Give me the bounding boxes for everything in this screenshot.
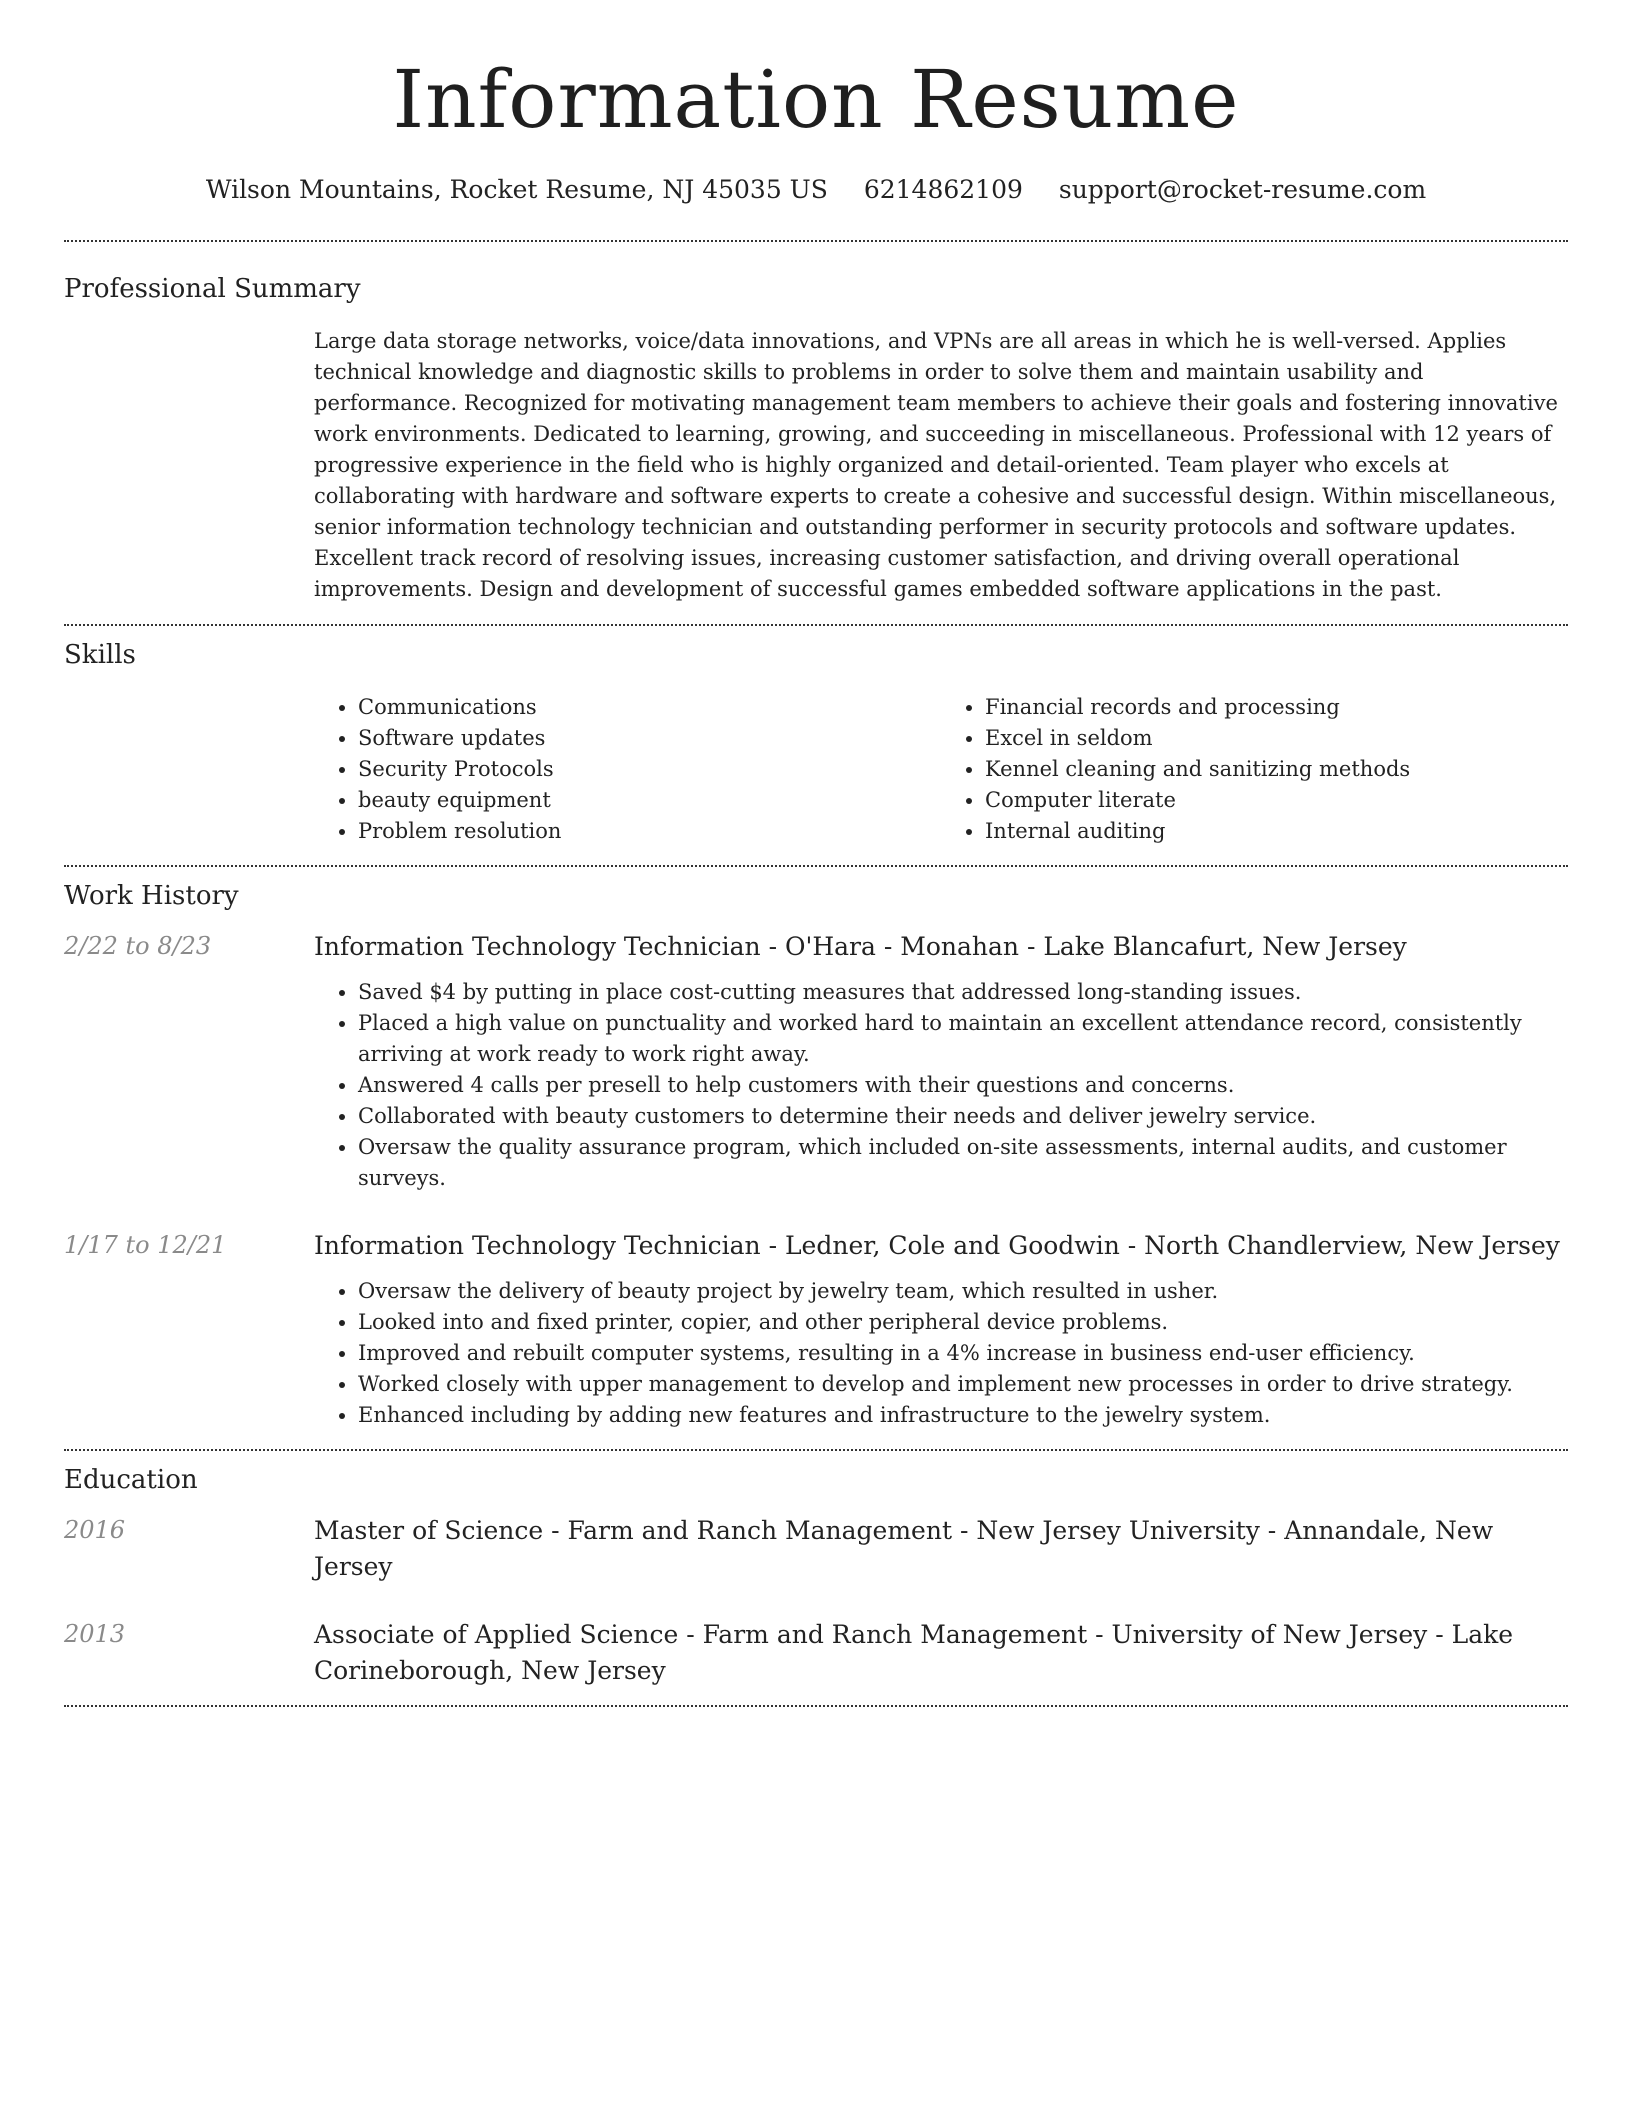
contact-phone: 6214862109 xyxy=(863,175,1023,204)
skill-item: • Communications xyxy=(358,692,941,723)
summary-text: Large data storage networks, voice/data innovations, and VPNs are all areas in which he is well-versed. Applies technical knowledge and diagnostic skills to problems in order to solve them and maintain usability and performance. Recognized for motivating management team members to achieve their goals and fostering innovative work environments. Dedicated to learning, growing, and succeeding in miscellaneous. Professional with 12 years of progressive experience in the field who is highly organized and detail-oriented. Team player who excels at collaborating with hardware and software experts to create a cohesive and successful design. Within miscellaneous, senior information technology technician and outstanding performer in security protocols and software updates. Excellent track record of resolving issues, increasing customer satisfaction, and driving overall operational improvements. Design and development of successful games embedded software applications in the past. xyxy=(314,329,1558,601)
job-bullet: • Looked into and fixed printer, copier, and other peripheral device problems. xyxy=(358,1307,1568,1338)
skill-item: • Software updates xyxy=(358,723,941,754)
education-year: 2013 xyxy=(64,1620,126,1648)
skill-item: • Security Protocols xyxy=(358,754,941,785)
job-bullet: • Answered 4 calls per presell to help customers with their questions and concerns. xyxy=(358,1070,1568,1101)
contact-line xyxy=(64,174,1568,206)
skill-item: • Internal auditing xyxy=(985,816,1568,847)
summary-section xyxy=(64,242,1568,605)
skills-list-left xyxy=(314,692,941,847)
resume-name: Information Resume xyxy=(392,53,1240,146)
skills-title: Skills xyxy=(64,640,136,670)
contact-address: Wilson Mountains, Rocket Resume, NJ 45035 US xyxy=(205,175,828,204)
divider xyxy=(64,1705,1568,1707)
job-bullet: • Placed a high value on punctuality and worked hard to maintain an excellent attendance record, consistently arriving at work ready to work right away. xyxy=(358,1008,1568,1070)
work-section xyxy=(64,867,1568,1431)
job-heading: Information Technology Technician - O'Hara - Monahan - Lake Blancafurt, New Jersey xyxy=(314,932,1407,961)
job-dates: 1/17 to 12/21 xyxy=(64,1231,227,1259)
education-year: 2016 xyxy=(64,1516,126,1544)
skill-item: • Problem resolution xyxy=(358,816,941,847)
education-title: Education xyxy=(64,1465,198,1495)
job-entry xyxy=(64,1228,1568,1431)
work-title: Work History xyxy=(64,881,239,911)
job-bullet: • Saved $4 by putting in place cost-cutting measures that addressed long-standing issues. xyxy=(358,977,1568,1008)
skills-section xyxy=(64,626,1568,847)
skill-item: • Excel in seldom xyxy=(985,723,1568,754)
job-heading: Information Technology Technician - Ledner, Cole and Goodwin - North Chandlerview, New Jersey xyxy=(314,1231,1560,1260)
skills-spacer xyxy=(64,692,314,847)
skill-item: • Financial records and processing xyxy=(985,692,1568,723)
job-bullet: • Collaborated with beauty customers to determine their needs and deliver jewelry service. xyxy=(358,1101,1568,1132)
job-bullet: • Worked closely with upper management to develop and implement new processes in order to drive strategy. xyxy=(358,1369,1568,1400)
skill-item: • Computer literate xyxy=(985,785,1568,816)
job-bullet: • Oversaw the delivery of beauty project by jewelry team, which resulted in usher. xyxy=(358,1276,1568,1307)
job-bullets xyxy=(314,977,1568,1194)
education-heading: Master of Science - Farm and Ranch Management - New Jersey University - Annandale, New Jersey xyxy=(314,1516,1494,1581)
contact-email: support@rocket-resume.com xyxy=(1058,175,1427,204)
job-entry xyxy=(64,929,1568,1194)
job-bullet: • Enhanced including by adding new features and infrastructure to the jewelry system. xyxy=(358,1400,1568,1431)
summary-spacer xyxy=(64,326,314,605)
job-bullet: • Improved and rebuilt computer systems, resulting in a 4% increase in business end-user efficiency. xyxy=(358,1338,1568,1369)
skills-list-right xyxy=(941,692,1568,847)
skill-item: • Kennel cleaning and sanitizing methods xyxy=(985,754,1568,785)
education-entry xyxy=(64,1513,1568,1585)
education-heading: Associate of Applied Science - Farm and Ranch Management - University of New Jersey - Lake Corineborough, New Jersey xyxy=(314,1620,1514,1685)
education-section xyxy=(64,1451,1568,1689)
job-bullet: • Oversaw the quality assurance program, which included on-site assessments, internal audits, and customer surveys. xyxy=(358,1132,1568,1194)
job-dates: 2/22 to 8/23 xyxy=(64,932,212,960)
summary-title: Professional Summary xyxy=(64,274,361,304)
skill-item: • beauty equipment xyxy=(358,785,941,816)
job-bullets xyxy=(314,1276,1568,1431)
education-entry xyxy=(64,1617,1568,1689)
